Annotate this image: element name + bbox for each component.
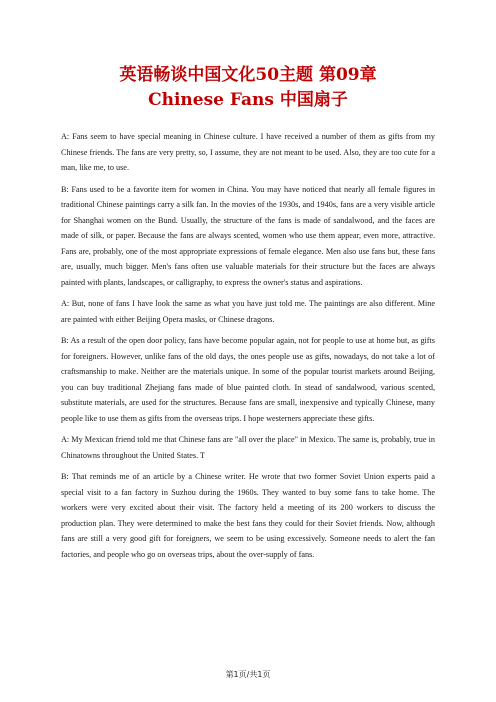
paragraph-2: B: Fans used to be a favorite item for women in China. You may have noticed that nearly all female figures in traditional Chinese paintings carry a silk fan. In the movies of the 1930s, and 1940s, fans are a very visible article for Shanghai women on the Bund. Usually, the structure of the fans is made of sandalwood, and the faces are made of silk, or paper. Because the fans are always scented, women who use them appear, even more, attractive. Fans are, probably, one of the most appropriate expressions of female elegance. Men also use fans but, these fans are, usually, much bigger. Men's fans often use valuable materials for their structure but the faces are always painted with plants, landscapes, or calligraphy, to express the owner's status and aspirations.	[61, 184, 435, 287]
document-subtitle: Chinese Fans 中国扇子	[148, 90, 348, 110]
paragraph-3: A: But, none of fans I have look the same as what you have just told me. The paintings are also different. Mine are painted with either Beijing Opera masks, or Chinese dragons.	[61, 299, 435, 324]
paragraph-1: A: Fans seem to have special meaning in Chinese culture. I have received a number of them as gifts from my Chinese friends. The fans are very pretty, so, I assume, they are not meant to be used. Also, they are too cute for a man, like me, to use.	[61, 132, 435, 172]
dialogue-body	[61, 129, 435, 562]
document-title: 英语畅谈中国文化50主题 第09章	[119, 65, 377, 85]
paragraph-4: B: As a result of the open door policy, fans have become popular again, not for people to use at home but, as gifts for foreigners. However, unlike fans of the old days, the ones people use as gifts, nowadays, do not take a lot of craftsmanship to make. Neither are the materials unique. In some of the popular tourist markets around Beijing, you can buy traditional Zhejiang fans made of blue painted cloth. In stead of sandalwood, various scented, substitute materials, are used for the structures. Because fans are small, inexpensive and typically Chinese, many people like to use them as gifts from the overseas trips. I hope westerners appreciate these gifts.	[61, 336, 435, 423]
page-number-footer: 第1页/共1页	[225, 670, 271, 679]
paragraph-6: B: That reminds me of an article by a Chinese writer. He wrote that two former Soviet Union experts paid a special visit to a fan factory in Suzhou during the 1960s. They wanted to buy some fans to take home. The workers were very excited about their visit. The factory held a meeting of its 200 workers to discuss the production plan. They were determined to make the best fans they could for their Soviet friends. Now, although fans are still a very good gift for foreigners, we seem to be using excessively. Someone needs to alert the fan factories, and people who go on overseas trips, about the over-supply of fans.	[61, 472, 435, 559]
paragraph-5: A: My Mexican friend told me that Chinese fans are "all over the place" in Mexico. The same is, probably, true in Chinatowns throughout the United States. T	[61, 435, 435, 460]
